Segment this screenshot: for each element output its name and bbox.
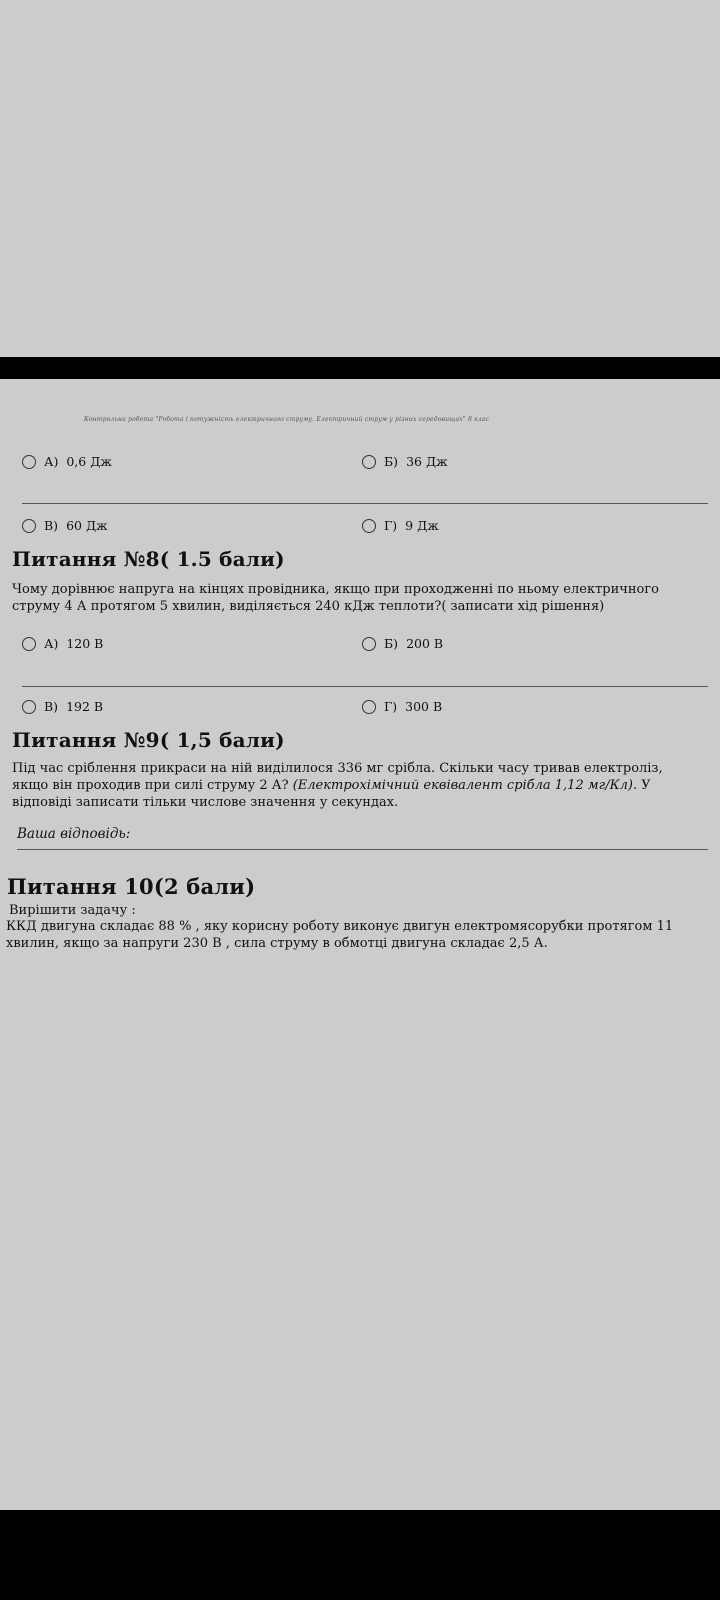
q7-divider xyxy=(22,503,708,504)
radio-button[interactable] xyxy=(22,700,36,714)
q8-option-d[interactable] xyxy=(362,699,442,714)
option-letter: А) xyxy=(44,636,59,651)
option-text: 300 В xyxy=(405,699,443,714)
q9-question-text xyxy=(12,760,692,811)
option-letter: Б) xyxy=(384,454,399,469)
q9-answer-label: Ваша відповідь: xyxy=(17,826,131,842)
option-letter: Г) xyxy=(384,699,398,714)
option-text: 60 Дж xyxy=(66,518,108,533)
option-letter: В) xyxy=(44,518,59,533)
radio-button[interactable] xyxy=(22,637,36,651)
option-text: 0,6 Дж xyxy=(66,454,112,469)
q9-text-italic: (Електрохімічний еквівалент срібла 1,12 мг/Кл). xyxy=(292,778,638,793)
option-text: 200 В xyxy=(406,636,444,651)
radio-button[interactable] xyxy=(362,700,376,714)
top-black-bar xyxy=(0,357,720,379)
q7-option-d[interactable] xyxy=(362,518,439,533)
radio-button[interactable] xyxy=(22,455,36,469)
option-text: 120 В xyxy=(66,636,104,651)
radio-button[interactable] xyxy=(362,637,376,651)
option-letter: В) xyxy=(44,699,59,714)
bottom-black-bar xyxy=(0,1510,720,1600)
option-text: 9 Дж xyxy=(405,518,439,533)
q7-option-c[interactable] xyxy=(22,518,108,533)
q10-title: Питання 10(2 бали) xyxy=(7,874,256,899)
option-text: 36 Дж xyxy=(406,454,448,469)
q8-title: Питання №8( 1.5 бали) xyxy=(12,547,285,571)
q9-text-part1: Під час сріблення прикраси на ній виділилося 336 мг срібла. Скільки часу тривав електроліз, якщо він проходив при силі струму 2 А? xyxy=(12,761,663,793)
q9-text-part2: У відповіді записати тільки числове значення у секундах. xyxy=(12,778,651,810)
radio-button[interactable] xyxy=(22,519,36,533)
q8-option-c[interactable] xyxy=(22,699,103,714)
document-header: Контрольна робота "Робота і потужність електричного струму. Електричний струм у різних середовищах" 8 клас xyxy=(84,416,490,423)
q8-option-a[interactable] xyxy=(22,636,103,651)
radio-button[interactable] xyxy=(362,455,376,469)
q10-question-text: ККД двигуна складає 88 % , яку корисну роботу виконує двигун електромясорубки протягом 11 хвилин, якщо за напруги 230 В , сила струму в обмотці двигуна складає 2,5 А. xyxy=(6,919,674,951)
option-letter: Б) xyxy=(384,636,399,651)
q8-option-b[interactable] xyxy=(362,636,443,651)
option-letter: Г) xyxy=(384,518,398,533)
q8-question-text: Чому дорівнює напруга на кінцях провідника, якщо при проходженні по ньому електричного струму 4 А протягом 5 хвилин, виділяється 240 кДж теплоти?( записати хід рішення) xyxy=(12,582,659,614)
q9-title: Питання №9( 1,5 бали) xyxy=(12,728,285,752)
radio-button[interactable] xyxy=(362,519,376,533)
q7-option-b[interactable] xyxy=(362,454,448,469)
q9-answer-input-line[interactable] xyxy=(17,849,708,850)
option-letter: А) xyxy=(44,454,59,469)
q7-option-a[interactable] xyxy=(22,454,112,469)
q8-divider xyxy=(22,686,708,687)
q10-task-label: Вирішити задачу : xyxy=(9,903,136,918)
option-text: 192 В xyxy=(66,699,104,714)
